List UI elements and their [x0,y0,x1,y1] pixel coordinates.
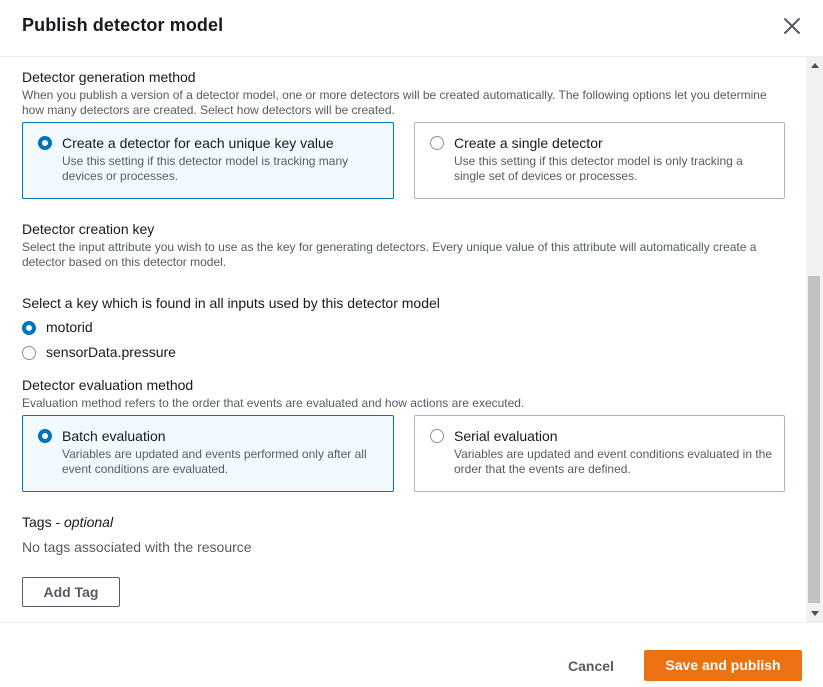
tile-title: Create a single detector [454,135,603,151]
modal-body [0,57,806,622]
tile-description: Variables are updated and events performed only after all event conditions are evaluated. [62,447,367,476]
save-and-publish-button[interactable]: Save and publish [644,650,802,681]
tile-description: Use this setting if this detector model is tracking many devices or processes. [62,154,349,183]
generation-method-description: When you publish a version of a detector model, one or more detectors will be created automatically. The following options let you determine how many detectors are created. Select how detectors will be created. [22,88,767,117]
radio-detector-per-key[interactable] [38,136,52,150]
cancel-button[interactable]: Cancel [568,658,614,674]
tile-title: Batch evaluation [62,428,166,444]
tile-batch-evaluation[interactable] [22,415,394,492]
tile-title: Create a detector for each unique key value [62,135,334,151]
key-option-motorid[interactable] [22,319,142,337]
modal-footer [0,622,823,687]
tile-single-detector[interactable] [414,122,785,199]
tile-serial-evaluation[interactable] [414,415,785,492]
creation-key-label: Detector creation key [22,221,155,237]
key-option-label: sensorData.pressure [46,344,176,360]
evaluation-method-description: Evaluation method refers to the order that events are evaluated and how actions are executed. [22,396,525,410]
radio-motorid[interactable] [22,321,36,335]
scroll-down-arrow-icon[interactable] [811,611,819,616]
vertical-scrollbar[interactable] [806,57,823,622]
key-option-sensordata-pressure[interactable] [22,344,202,362]
tags-empty-text: No tags associated with the resource [22,539,252,555]
close-icon[interactable] [781,15,803,37]
creation-key-description: Select the input attribute you wish to use as the key for generating detectors. Every unique value of this attribute will automatically create a detector based on this detector model. [22,240,757,269]
key-option-label: motorid [46,319,93,335]
generation-method-label: Detector generation method [22,69,196,85]
evaluation-method-label: Detector evaluation method [22,377,194,393]
tags-label [22,514,113,530]
add-tag-button[interactable]: Add Tag [22,577,120,607]
scroll-up-arrow-icon[interactable] [811,63,819,68]
radio-single-detector[interactable] [430,136,444,150]
radio-batch-evaluation[interactable] [38,429,52,443]
modal-title: Publish detector model [22,15,224,35]
tile-description: Use this setting if this detector model is only tracking a single set of devices or processes. [454,154,743,183]
tile-detector-per-key[interactable] [22,122,394,199]
select-key-label: Select a key which is found in all inputs used by this detector model [22,295,440,311]
radio-sensordata-pressure[interactable] [22,346,36,360]
tile-description: Variables are updated and event conditions evaluated in the order that the events are defined. [454,447,773,476]
modal-header [0,0,823,57]
tags-optional-text: optional [64,514,114,530]
tags-label-text: Tags - [22,514,61,530]
scrollbar-thumb[interactable] [808,276,820,603]
radio-serial-evaluation[interactable] [430,429,444,443]
tile-title: Serial evaluation [454,428,558,444]
